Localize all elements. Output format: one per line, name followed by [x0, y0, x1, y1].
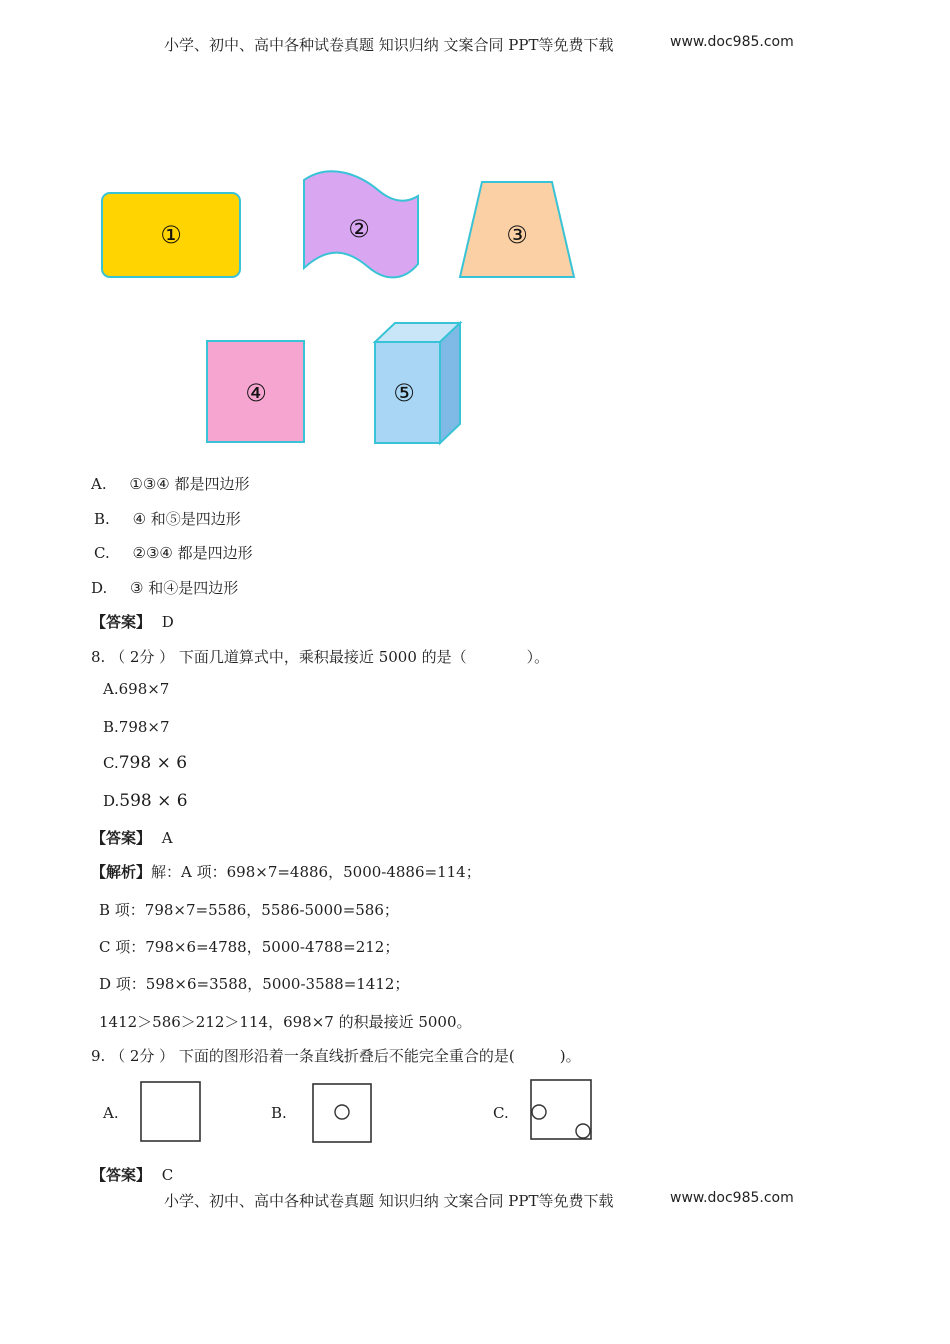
q7-answer-value: D — [161, 613, 174, 631]
shape-3-trapezoid — [460, 182, 574, 277]
q8-answer-label: 【答案】 — [91, 829, 152, 847]
q8-analysis-label: 【解析】 — [91, 863, 152, 881]
q8-option-b-text: 798×7 — [118, 718, 170, 736]
q8-option-a — [103, 680, 169, 698]
q8-option-a-key: A. — [103, 680, 119, 698]
q8-analysis-line-3: C 项：798×6=4788，5000-4788=212； — [99, 938, 400, 956]
q9-option-b-circle — [335, 1105, 349, 1119]
q7-option-a-key: A. — [91, 475, 107, 493]
q7-option-c — [94, 542, 253, 563]
q7-option-c-key: C. — [94, 544, 110, 562]
q9-option-b-key: B. — [271, 1104, 287, 1122]
q8-option-a-text: 698×7 — [118, 680, 170, 698]
shape-5-cuboid — [375, 323, 460, 443]
q9-option-a-square — [141, 1082, 200, 1141]
shape-2-wavy-banner — [304, 171, 418, 277]
q8-analysis-line-1 — [91, 861, 481, 882]
q8-analysis-line-2: B 项：798×7=5586，5586-5000=586； — [99, 901, 399, 919]
q7-shapes-figure — [0, 160, 600, 460]
q7-option-a-text: ①③④ 都是四边形 — [129, 475, 250, 493]
q8-option-d-key: D. — [103, 792, 120, 810]
page-header-text: 小学、初中、高中各种试卷真题 知识归纳 文案合同 PPT等免费下载 — [164, 36, 614, 54]
q8-option-b — [103, 718, 170, 736]
q7-option-a — [91, 473, 250, 494]
q8-analysis-line-4: D 项：598×6=3588，5000-3588=1412； — [99, 975, 410, 993]
q7-option-c-text: ②③④ 都是四边形 — [132, 544, 253, 562]
q9-option-a-key: A. — [103, 1104, 119, 1122]
q9-option-c-square — [531, 1080, 591, 1139]
q8-question: 8. （ 2分 ） 下面几道算式中，乘积最接近 5000 的是（ ）。 — [91, 648, 550, 666]
q9-figures — [0, 1070, 620, 1150]
q8-option-c-text: 798 × 6 — [118, 753, 188, 773]
q7-option-b-text: ④ 和⑤是四边形 — [132, 510, 241, 528]
q8-analysis-text-1: 解：A 项：698×7=4886，5000-4886=114； — [151, 863, 481, 881]
shape-5-label: ⑤ — [393, 379, 415, 407]
shape-1-rectangle — [102, 193, 240, 277]
shape-4-square — [207, 341, 304, 442]
q8-analysis-line-5: 1412＞586＞212＞114，698×7 的积最接近 5000。 — [99, 1013, 472, 1031]
q8-option-b-key: B. — [103, 718, 119, 736]
page-footer-text: 小学、初中、高中各种试卷真题 知识归纳 文案合同 PPT等免费下载 — [164, 1192, 614, 1210]
q9-option-c-circle-left — [532, 1105, 546, 1119]
page-header-url: www.doc985.com — [670, 34, 794, 50]
q7-answer-label: 【答案】 — [91, 613, 152, 631]
q9-question: 9. （ 2分 ） 下面的图形沿着一条直线折叠后不能完全重合的是( )。 — [91, 1047, 581, 1065]
q9-answer — [91, 1164, 173, 1185]
q8-answer — [91, 827, 173, 848]
q7-answer — [91, 611, 174, 632]
q9-answer-value: C — [161, 1166, 174, 1184]
q8-option-d — [103, 791, 188, 811]
q7-option-b-key: B. — [94, 510, 110, 528]
q9-option-b-square — [313, 1084, 371, 1142]
q9-option-b-figure — [313, 1084, 371, 1142]
q8-option-d-text: 598 × 6 — [119, 791, 188, 811]
q7-option-b — [94, 508, 241, 529]
q8-answer-value: A — [161, 829, 173, 847]
q7-option-d-text: ③ 和④是四边形 — [130, 579, 239, 597]
q7-option-d — [91, 577, 238, 598]
q9-option-c-key: C. — [493, 1104, 509, 1122]
shape-2-label: ② — [348, 215, 370, 243]
q9-option-c-figure — [531, 1080, 591, 1139]
shape-4-label: ④ — [245, 379, 267, 407]
q9-answer-label: 【答案】 — [91, 1166, 152, 1184]
q8-option-c — [103, 753, 187, 773]
shape-3-label: ③ — [506, 221, 528, 249]
q8-option-c-key: C. — [103, 754, 119, 772]
shape-1-label: ① — [160, 221, 182, 249]
q7-option-d-key: D. — [91, 579, 108, 597]
page-footer-url: www.doc985.com — [670, 1190, 794, 1206]
q9-option-c-circle-right — [576, 1124, 590, 1138]
